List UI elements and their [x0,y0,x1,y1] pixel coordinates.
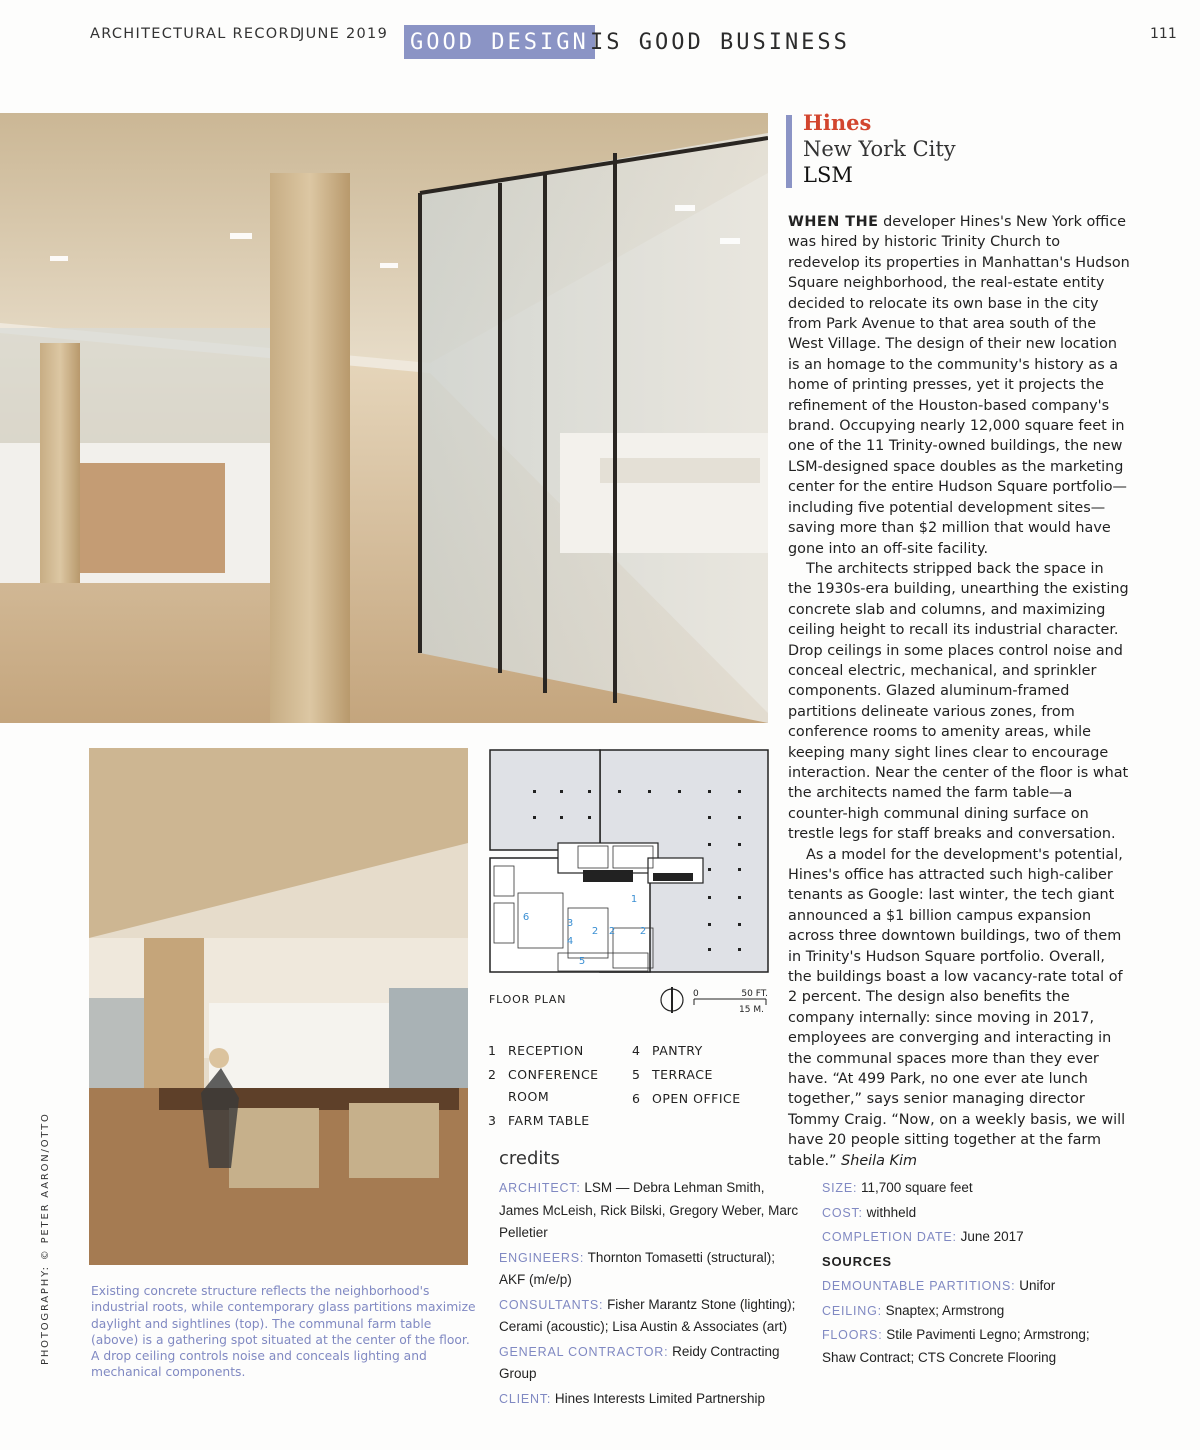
credit-entry: COST: withheld [822,1204,917,1220]
plan-mark-farm-table: 3 [566,918,574,929]
section-title-rest: IS GOOD BUSINESS [590,30,850,55]
credit-entry: SIZE: 11,700 square feet [822,1180,973,1195]
plan-mark-reception: 1 [630,894,638,905]
plan-mark-open-office: 6 [522,912,530,923]
article-paragraph: WHEN THE developer Hines's New York office was hired by historic Trinity Church to redevelop its properties in Manhattan's Hudson Square neighborhood, the real-estate entity decided to relocate its own base in the city from Park Avenue to that area south of the West Village. The design of their new location is an homage to the community's history as a home of printing presses, yet it projects the refinement of the Houston-based company's brand. Occupying nearly 12,000 square feet in one of the 11 Trinity-owned buildings, the new LSM-designed space doubles as the marketing center for the entire Hudson Square portfolio—including five potential development sites—saving more than $2 million that would have gone into an off-site facility. [788,214,1130,557]
page-number: 111 [1150,26,1177,42]
credit-entry: CONSULTANTS: Fisher Marantz Stone (lighting); Cerami (acoustic); Lisa Austin & Associates (art) [499,1296,796,1334]
article-paragraph: As a model for the development's potential, Hines's office has attracted such high-caliber tenants as Google: last winter, the tech giant announced a $1 billion campus expansion across three downtown buildings, two of them in Trinity's Hudson Square portfolio. Overall, the buildings boast a low vacancy-rate total of 2 percent. The design also benefits the company internally: since moving in 2017, employees are converging and interacting in the communal spaces more than they ever have. “At 499 Park, no one ever ate lunch together,” says senior managing director Tommy Craig. “Now, on a weekly basis, we will have 20 people sitting together at the farm table.” Sheila Kim [788,846,1126,1169]
project-architect: LSM [803,163,853,187]
lead-in: WHEN THE [788,214,879,230]
photo-credit: PHOTOGRAPHY: © PETER AARON/OTTO [40,1112,51,1365]
photo-office-interior [0,113,768,723]
accent-bar [786,115,792,188]
scale-zero: 0 [693,989,699,999]
north-arrow-icon [661,987,683,1013]
legend-item: 3 FARM TABLE [488,1113,590,1128]
legend-item: 5 TERRACE [632,1067,713,1082]
source-entry: FLOORS: Stile Pavimenti Legno; Armstrong; Shaw Contract; CTS Concrete Flooring [822,1327,1090,1365]
author-signature: Sheila Kim [841,1152,918,1169]
credits-left-column [499,1177,804,1412]
magazine-name: ARCHITECTURAL RECORD [90,26,303,42]
floor-plan-label: FLOOR PLAN [489,993,567,1006]
photo-caption: Existing concrete structure reflects the neighborhood's industrial roots, while contemporary glass partitions maximize daylight and sightlines (top). The communal farm table (above) is a gathering spot situated at the center of the floor. A drop ceiling controls noise and conceals lighting and mechanical components. [91,1284,476,1380]
plan-mark-terrace: 5 [578,956,586,967]
project-city: New York City [803,137,956,161]
credits-right-column [822,1177,1122,1371]
source-entry: CEILING: Snaptex; Armstrong [822,1302,1005,1318]
legend-item: 6 OPEN OFFICE [632,1091,741,1106]
scale-feet: 50 FT. [741,989,768,999]
credits-heading: credits [499,1148,560,1169]
scale-meters: 15 M. [739,1005,764,1015]
credit-entry: ARCHITECT: LSM — Debra Lehman Smith, James McLeish, Rick Bilski, Gregory Weber, Marc Pelletier [499,1180,799,1240]
article-body [788,212,1130,1171]
photo-farm-table [89,748,468,1265]
section-title-highlight: GOOD DESIGN [404,25,595,59]
plan-mark-conference: 2 [639,926,647,937]
floor-plan-drawing [488,748,771,973]
plan-mark-pantry: 4 [566,936,574,947]
credit-entry: CLIENT: Hines Interests Limited Partnership [499,1390,765,1406]
sources-heading: SOURCES [822,1253,892,1269]
plan-mark-conference: 2 [608,926,616,937]
credit-entry: COMPLETION DATE: June 2017 [822,1229,1024,1244]
issue-date: JUNE 2019 [300,26,389,42]
plan-mark-conference: 2 [591,926,599,937]
legend-item: 1 RECEPTION [488,1043,584,1058]
credit-entry: GENERAL CONTRACTOR: Reidy Contracting Group [499,1343,780,1381]
legend-item: 2 CONFERENCE ROOM [488,1067,599,1104]
article-paragraph: The architects stripped back the space in the 1930s-era building, unearthing the existing concrete slab and columns, and maximizing ceiling height to recall its industrial character. Drop ceilings in some places control noise and conceal electric, mechanical, and sprinkler components. Glazed aluminum-framed partitions delineate various zones, from conference rooms to amenity areas, while keeping many sight lines clear to encourage interaction. Near the center of the floor is what the architects named the farm table—a counter-high communal dining surface on trestle legs for staff breaks and conversation. [788,560,1129,843]
legend-item: 4 PANTRY [632,1043,703,1058]
credit-entry: ENGINEERS: Thornton Tomasetti (structural); AKF (m/e/p) [499,1249,775,1287]
project-firm: Hines [803,110,872,135]
source-entry: DEMOUNTABLE PARTITIONS: Unifor [822,1278,1056,1293]
scale-bar [658,985,770,1019]
